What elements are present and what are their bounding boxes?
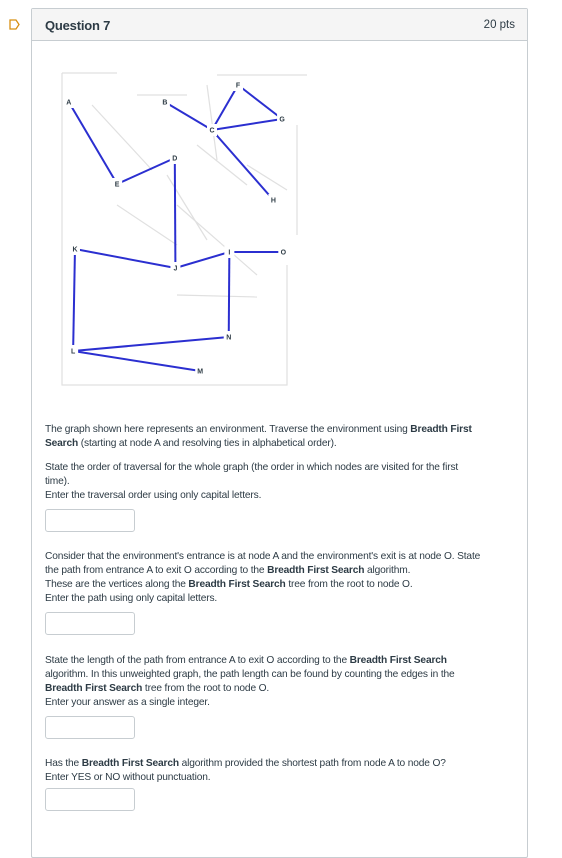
question-points: 20 pts (483, 19, 515, 31)
node-a (64, 96, 74, 108)
node-d (170, 152, 180, 164)
node-c (207, 124, 217, 136)
node-n (224, 331, 234, 343)
node-label: K (72, 246, 78, 254)
node-label: L (70, 348, 76, 356)
shortest-path-question: Has the Breadth First Search algorithm provided the shortest path from node A to node O? Enter YES or NO without punctuation. (45, 758, 446, 783)
edge-d-j (175, 158, 176, 268)
edge-l-m (70, 348, 200, 371)
edge-a-e (69, 102, 117, 184)
node-g (277, 113, 287, 125)
traversal-order-input[interactable] (45, 509, 135, 532)
traversal-instructions: State the order of traversal for the whole graph (the order in which nodes are visited for the first time). Enter the traversal order using only capital letters. (45, 462, 459, 501)
edge-f-g (235, 82, 282, 119)
node-j (170, 262, 180, 274)
node-label: E (114, 181, 120, 189)
graph-edges (69, 82, 284, 371)
edge-e-d (117, 155, 178, 184)
node-k (70, 243, 80, 255)
node-label: B (162, 99, 168, 107)
flag-icon[interactable] (9, 19, 21, 30)
node-label: N (226, 334, 232, 342)
shortest-path-input[interactable] (45, 788, 135, 811)
node-label: G (279, 116, 285, 124)
node-label: H (270, 197, 276, 205)
node-m (195, 365, 205, 377)
node-label: D (172, 155, 178, 163)
edge-b-c (165, 102, 212, 130)
question-header (32, 9, 527, 41)
edge-c-g (212, 119, 282, 130)
graph-background (62, 73, 307, 385)
length-instructions: State the length of the path from entrance A to exit O according to the Breadth First Search algorithm. In this unweighted graph, the path length can be found by counting the edges in the Breadth First Search tree from the root to node O. Enter your answer as a single integer. (45, 655, 455, 708)
edge-i-n (228, 249, 231, 337)
edge-k-j (75, 249, 175, 268)
intro-paragraph: The graph shown here represents an environment. Traverse the environment using Breadth First Search (starting at node A and resolving ties in alphabetical order). (45, 424, 472, 449)
edge-j-i (175, 249, 231, 268)
node-i (224, 246, 234, 258)
edge-l-n (73, 334, 232, 351)
path-length-input[interactable] (45, 716, 135, 739)
node-h (268, 194, 278, 206)
path-instructions: Consider that the environment's entrance is at node A and the environment's exit is at node O. State the path from entrance A to exit O according to the Breadth First Search algorithm. These are the vertices along the Breadth First Search tree from the root to node O. Enter the path using only capital letters. (45, 551, 481, 604)
node-b (160, 96, 170, 108)
node-label: O (280, 249, 287, 257)
question-title: Question 7 (45, 18, 111, 33)
question-card (31, 8, 528, 858)
edge-k-l (72, 246, 78, 351)
node-label: C (209, 127, 215, 135)
path-input[interactable] (45, 612, 135, 635)
node-label: F (235, 82, 241, 90)
node-l (68, 345, 78, 357)
node-label: I (228, 249, 231, 257)
node-f (233, 79, 243, 91)
node-label: A (66, 99, 72, 107)
edge-c-f (212, 85, 238, 130)
node-label: J (173, 265, 178, 273)
graph-diagram (57, 65, 307, 395)
node-label: M (197, 368, 204, 376)
node-o (278, 246, 288, 258)
node-e (112, 178, 122, 190)
